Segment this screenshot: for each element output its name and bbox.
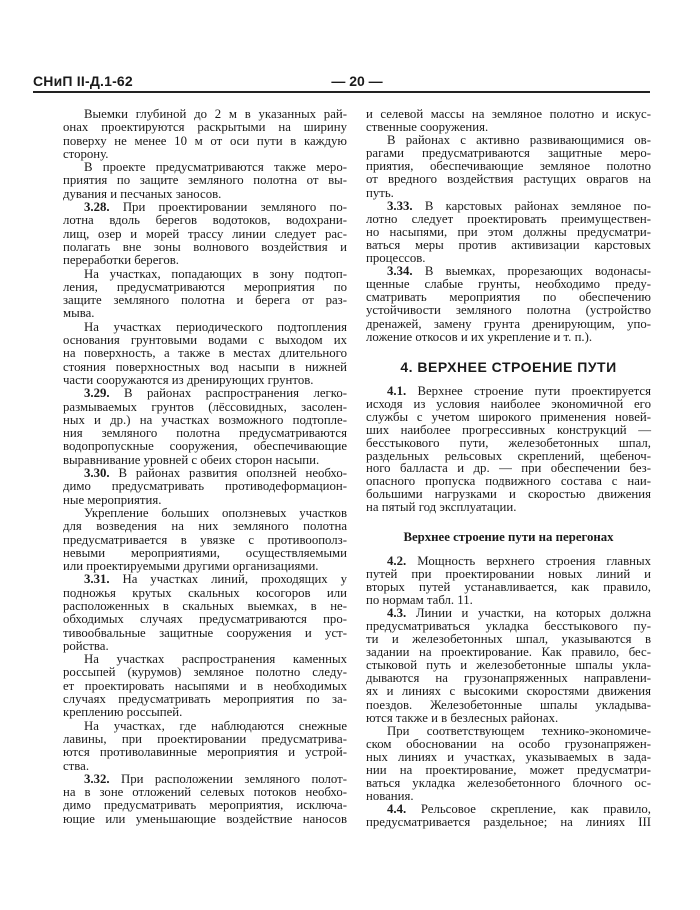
text-line [63, 294, 347, 307]
text-line [63, 228, 347, 241]
text-line [63, 467, 347, 480]
text-line [63, 427, 347, 440]
text-line [63, 534, 347, 547]
line-text: дренажей, замену грунта дренирующим, упо- [366, 316, 651, 331]
line-text: стояния поверхностных вод насыпи в нижней [63, 359, 347, 374]
line-text: невыми мероприятиями, осуществляемыми [63, 545, 347, 560]
line-text: на в зоне отложений селевых потоков необхо- [63, 785, 347, 800]
text-line [63, 507, 347, 520]
line-text: ском обосновании на особо грузонапряжен- [366, 736, 651, 751]
line-text: ственные сооружения. [366, 120, 489, 135]
line-text: ства. [63, 758, 90, 773]
line-text: ного балласта и др. — при обеспечении без- [366, 461, 651, 476]
clause-number: 3.33. [387, 198, 413, 213]
text-line [63, 161, 347, 174]
clause-number: 3.29. [84, 386, 110, 401]
text-line [63, 494, 347, 507]
text-line [63, 627, 347, 640]
left-column [63, 108, 347, 826]
text-line [63, 746, 347, 759]
text-line [63, 454, 347, 467]
line-text: предусматривается в увязке с противоополз- [63, 532, 347, 547]
paragraph [63, 108, 347, 161]
line-text: переработки берегов. [63, 253, 179, 268]
clause-paragraph [366, 265, 651, 344]
clause-paragraph [63, 201, 347, 267]
clause-paragraph [63, 773, 347, 826]
line-text: димо предусматривать мероприятия, исключа- [63, 798, 347, 813]
line-text: подножья крутых скальных косогоров или [63, 585, 347, 600]
line-text: димо предусматривать противодеформацион- [63, 479, 347, 494]
text-line [366, 816, 651, 829]
clause-number: 4.3. [387, 606, 407, 621]
text-line [63, 361, 347, 374]
line-text: опасного пропуска подвижного состава с наи- [366, 474, 651, 489]
line-text: рагами предусматриваются защитные меро- [366, 146, 651, 161]
text-line [63, 188, 347, 201]
line-text: В районах распространения легко- [124, 386, 347, 401]
line-text: расположенных в скальных выемках, в не- [63, 598, 347, 613]
line-text: большими нагрузками и скоростью движения [366, 487, 651, 502]
clause-number: 3.30. [84, 466, 110, 481]
clause-number: 3.32. [84, 771, 110, 786]
line-text: ях и линиях с высокими скоростями движения [366, 684, 651, 699]
text-line [63, 560, 347, 573]
line-text: и селевой массы на земляное полотно и искус- [366, 107, 651, 121]
line-text: россыпей (курумов) земляное полотно следу- [63, 665, 347, 680]
text-line [63, 520, 347, 533]
line-text: Линии и участки, на которых должна [415, 606, 651, 621]
header-divider [33, 91, 650, 93]
line-text: На участках распространения каменных [84, 652, 347, 667]
page-number: — 20 — [331, 73, 383, 89]
text-line [63, 799, 347, 812]
line-text: ройства. [63, 638, 109, 653]
line-text: лотна вдоль берегов водотоков, водохрани- [63, 213, 347, 228]
line-text: приятия, обеспечивающие земляное полотно [366, 159, 651, 174]
text-line [63, 440, 347, 453]
paragraph [63, 653, 347, 719]
line-text: На участках периодического подтопления [84, 319, 347, 334]
line-text: ваться меры против активизации карстовых [366, 237, 651, 252]
text-line [63, 653, 347, 666]
line-text: При проектировании земляного по- [122, 200, 347, 215]
clause-paragraph [63, 387, 347, 467]
line-text: лотно следует проектировать преимуществен- [366, 211, 651, 226]
text-line [63, 547, 347, 560]
text-line [63, 334, 347, 347]
line-text: водопропускные сооружения, обеспечивающие [63, 439, 347, 454]
line-text: В районах развития оползней необхо- [118, 466, 347, 481]
text-line [63, 214, 347, 227]
line-text: предусматриваться укладка бесстыкового пу- [366, 619, 651, 634]
line-text: Мощность верхнего строения главных [417, 554, 651, 568]
line-text: В проекте предусматриваются также меро- [84, 160, 347, 175]
line-text: устойчивости земляного полотна (устройство [366, 303, 651, 318]
line-text: полагать вне зоны волнового воздействия и [63, 239, 347, 254]
text-line [63, 666, 347, 679]
line-text: приятия по защите земляного полотна от вы- [63, 173, 347, 188]
clause-paragraph [366, 607, 651, 724]
text-line [63, 720, 347, 733]
text-line [63, 254, 347, 267]
line-text: обходимых случаях предусматриваются про- [63, 612, 347, 627]
line-text: процессов. [366, 251, 426, 266]
paragraph [63, 321, 347, 387]
line-text: На участках линий, проходящих у [122, 572, 347, 587]
text-line [63, 613, 347, 626]
line-text: онах проектируются раскрытыми на ширину [63, 120, 347, 135]
line-text: При соответствующем технико-экономиче- [387, 723, 651, 738]
paragraph [366, 725, 651, 803]
line-text: ных линиях и участках, указываемых в зада- [366, 749, 651, 764]
text-line [63, 108, 347, 121]
line-text: предусматривается раздельное; на линиях III [366, 814, 651, 829]
text-line [63, 680, 347, 693]
text-line [63, 600, 347, 613]
right-column-part-a [366, 108, 651, 344]
line-text: сторону. [63, 146, 109, 161]
line-text: защите земляного полотна и берега от раз- [63, 293, 347, 308]
text-line [63, 347, 347, 360]
text-line [63, 241, 347, 254]
line-text: ния земляного полотна предусматриваются [63, 426, 347, 441]
clause-number: 3.31. [84, 572, 110, 587]
line-text: креплению россыпей. [63, 705, 183, 720]
section-heading: 4. ВЕРХНЕЕ СТРОЕНИЕ ПУТИ [400, 359, 617, 375]
clause-number: 4.2. [387, 554, 407, 568]
text-line [63, 135, 347, 148]
line-text: ются также и в безлесных районах. [366, 710, 559, 725]
line-text: ти и железобетонных шпал, указываются в [366, 632, 651, 647]
paragraph [63, 720, 347, 773]
line-text: бесстыкового пути, железобетонных шпал, [366, 435, 651, 450]
line-text: путь. [366, 185, 394, 200]
subsection-heading: Верхнее строение пути на перегонах [403, 530, 614, 544]
text-line [63, 587, 347, 600]
clause-paragraph [366, 555, 651, 607]
line-text: ные мероприятия. [63, 492, 162, 507]
line-text: ших наиболее прогрессивных конструкций — [366, 422, 651, 437]
line-text: лавины, при проектировании предусматрива- [63, 731, 347, 746]
line-text: В выемках, прорезающих водонасы- [424, 264, 651, 279]
text-line [63, 281, 347, 294]
text-line [63, 307, 347, 320]
line-text: стыковой путь и железобетонные шпалы укла- [366, 658, 651, 673]
line-text: нования. [366, 788, 414, 803]
line-text: для возведения на них земляного полотна [63, 519, 347, 534]
text-line [63, 201, 347, 214]
line-text: случаях предусматривать мероприятия по за- [63, 692, 347, 707]
line-text: ложение откосов и их укрепление и т. п.). [366, 329, 593, 344]
clause-paragraph [63, 467, 347, 507]
line-text: ваться укладка железобетонного блочного ос- [366, 775, 651, 790]
line-text: выравнивание уровней с обеих сторон насыпи. [63, 452, 320, 467]
text-line [63, 760, 347, 773]
paragraph [63, 268, 347, 321]
line-text: размываемых грунтов (лёссовидных, засолен- [63, 399, 347, 414]
line-text: раздельных рельсовых скреплений, щебеноч- [366, 448, 651, 463]
line-text: службы с учетом широкого применения новей- [366, 409, 651, 424]
clause-paragraph [366, 385, 651, 514]
paragraph [366, 108, 651, 134]
line-text: по нормам табл. 11. [366, 593, 473, 608]
paragraph [366, 134, 651, 199]
line-text: тивообвальные защитные сооружения и уст- [63, 625, 347, 640]
document-code: СНиП II-Д.1-62 [33, 73, 133, 89]
line-text: ющие или уменьшающие воздействие наносов [63, 811, 347, 826]
text-line [63, 321, 347, 334]
line-text: дываются на грузонапряженных направлени- [366, 671, 651, 686]
line-text: основания грунтовыми водами с выходом их [63, 333, 347, 348]
line-text: При расположении земляного полот- [120, 771, 347, 786]
clause-paragraph [63, 573, 347, 653]
text-line [63, 640, 347, 653]
text-line [63, 706, 347, 719]
text-line [63, 121, 347, 134]
line-text: ет проектировать насыпями и в необходимых [63, 678, 347, 693]
text-line [63, 401, 347, 414]
line-text: ления, предусматриваются мероприятия по [63, 279, 347, 294]
line-text: мыва. [63, 306, 95, 321]
text-line [366, 501, 651, 514]
text-line [63, 786, 347, 799]
line-text: На участках, где наблюдаются снежные [84, 718, 347, 733]
line-text: на поверхность, а также в местах длительного [63, 346, 347, 361]
line-text: На участках, попадающих в зону подтоп- [84, 266, 347, 281]
line-text: Верхнее строение пути проектируется [417, 384, 652, 398]
right-column-part-c [366, 555, 651, 829]
line-text: поездов. Железобетонные шпалы укладыва- [366, 697, 651, 712]
clause-paragraph [366, 200, 651, 265]
line-text: нии на проектирование, может предусматри- [366, 762, 651, 777]
text-line [366, 173, 651, 186]
text-line [366, 331, 651, 344]
text-line [63, 733, 347, 746]
text-line [63, 813, 347, 826]
text-line [63, 480, 347, 493]
text-line [63, 374, 347, 387]
text-line [63, 387, 347, 400]
paragraph [63, 507, 347, 573]
line-text: но насыпями, при этом должны предусматри- [366, 224, 651, 239]
line-text: задании на проектирование. Как правило, бес- [366, 645, 651, 660]
text-line [63, 573, 347, 586]
clause-number: 4.1. [387, 384, 407, 398]
line-text: от вредного воздействия растущих оврагов на [366, 172, 651, 187]
text-line [63, 414, 347, 427]
clause-paragraph [366, 803, 651, 829]
line-text: щенные слабые грунты, необходимо преду- [366, 277, 651, 292]
line-text: части сооружаются из дренирующих грунтов. [63, 372, 314, 387]
line-text: путей при проектировании новых линий и [366, 567, 651, 582]
line-text: сматривать мероприятия по обеспечению [366, 290, 651, 305]
text-line [63, 693, 347, 706]
line-text: на пятый год эксплуатации. [366, 500, 517, 515]
paragraph [63, 161, 347, 201]
right-column-part-b [366, 385, 651, 514]
line-text: ных и др.) на участках возможного подтопле- [63, 412, 347, 427]
line-text: поверху не менее 10 м от оси пути в каждую [63, 133, 347, 148]
line-text: вторых путей устанавливается, как правило, [366, 580, 651, 595]
text-line [63, 174, 347, 187]
line-text: Укрепление больших оползневых участков [84, 505, 347, 520]
text-line [63, 148, 347, 161]
line-text: лищ, озер и морей трассу линии следует рас- [63, 226, 347, 241]
clause-number: 3.34. [387, 264, 413, 279]
line-text: В карстовых районах земляное по- [424, 198, 651, 213]
line-text: Выемки глубиной до 2 м в указанных рай- [84, 107, 347, 121]
line-text: В районах с активно развивающимися ов- [387, 133, 651, 148]
text-line [63, 268, 347, 281]
line-text: ются противолавинные мероприятия и устрой- [63, 745, 347, 760]
line-text: дувания и песчаных заносов. [63, 186, 222, 201]
line-text: исходя из условия наиболее экономичной его [366, 396, 651, 411]
line-text: Рельсовое скрепление, как правило, [420, 801, 651, 816]
clause-number: 4.4. [387, 801, 407, 816]
text-line [63, 773, 347, 786]
clause-number: 3.28. [84, 200, 110, 215]
line-text: или проектируемыми другими организациями. [63, 559, 319, 574]
